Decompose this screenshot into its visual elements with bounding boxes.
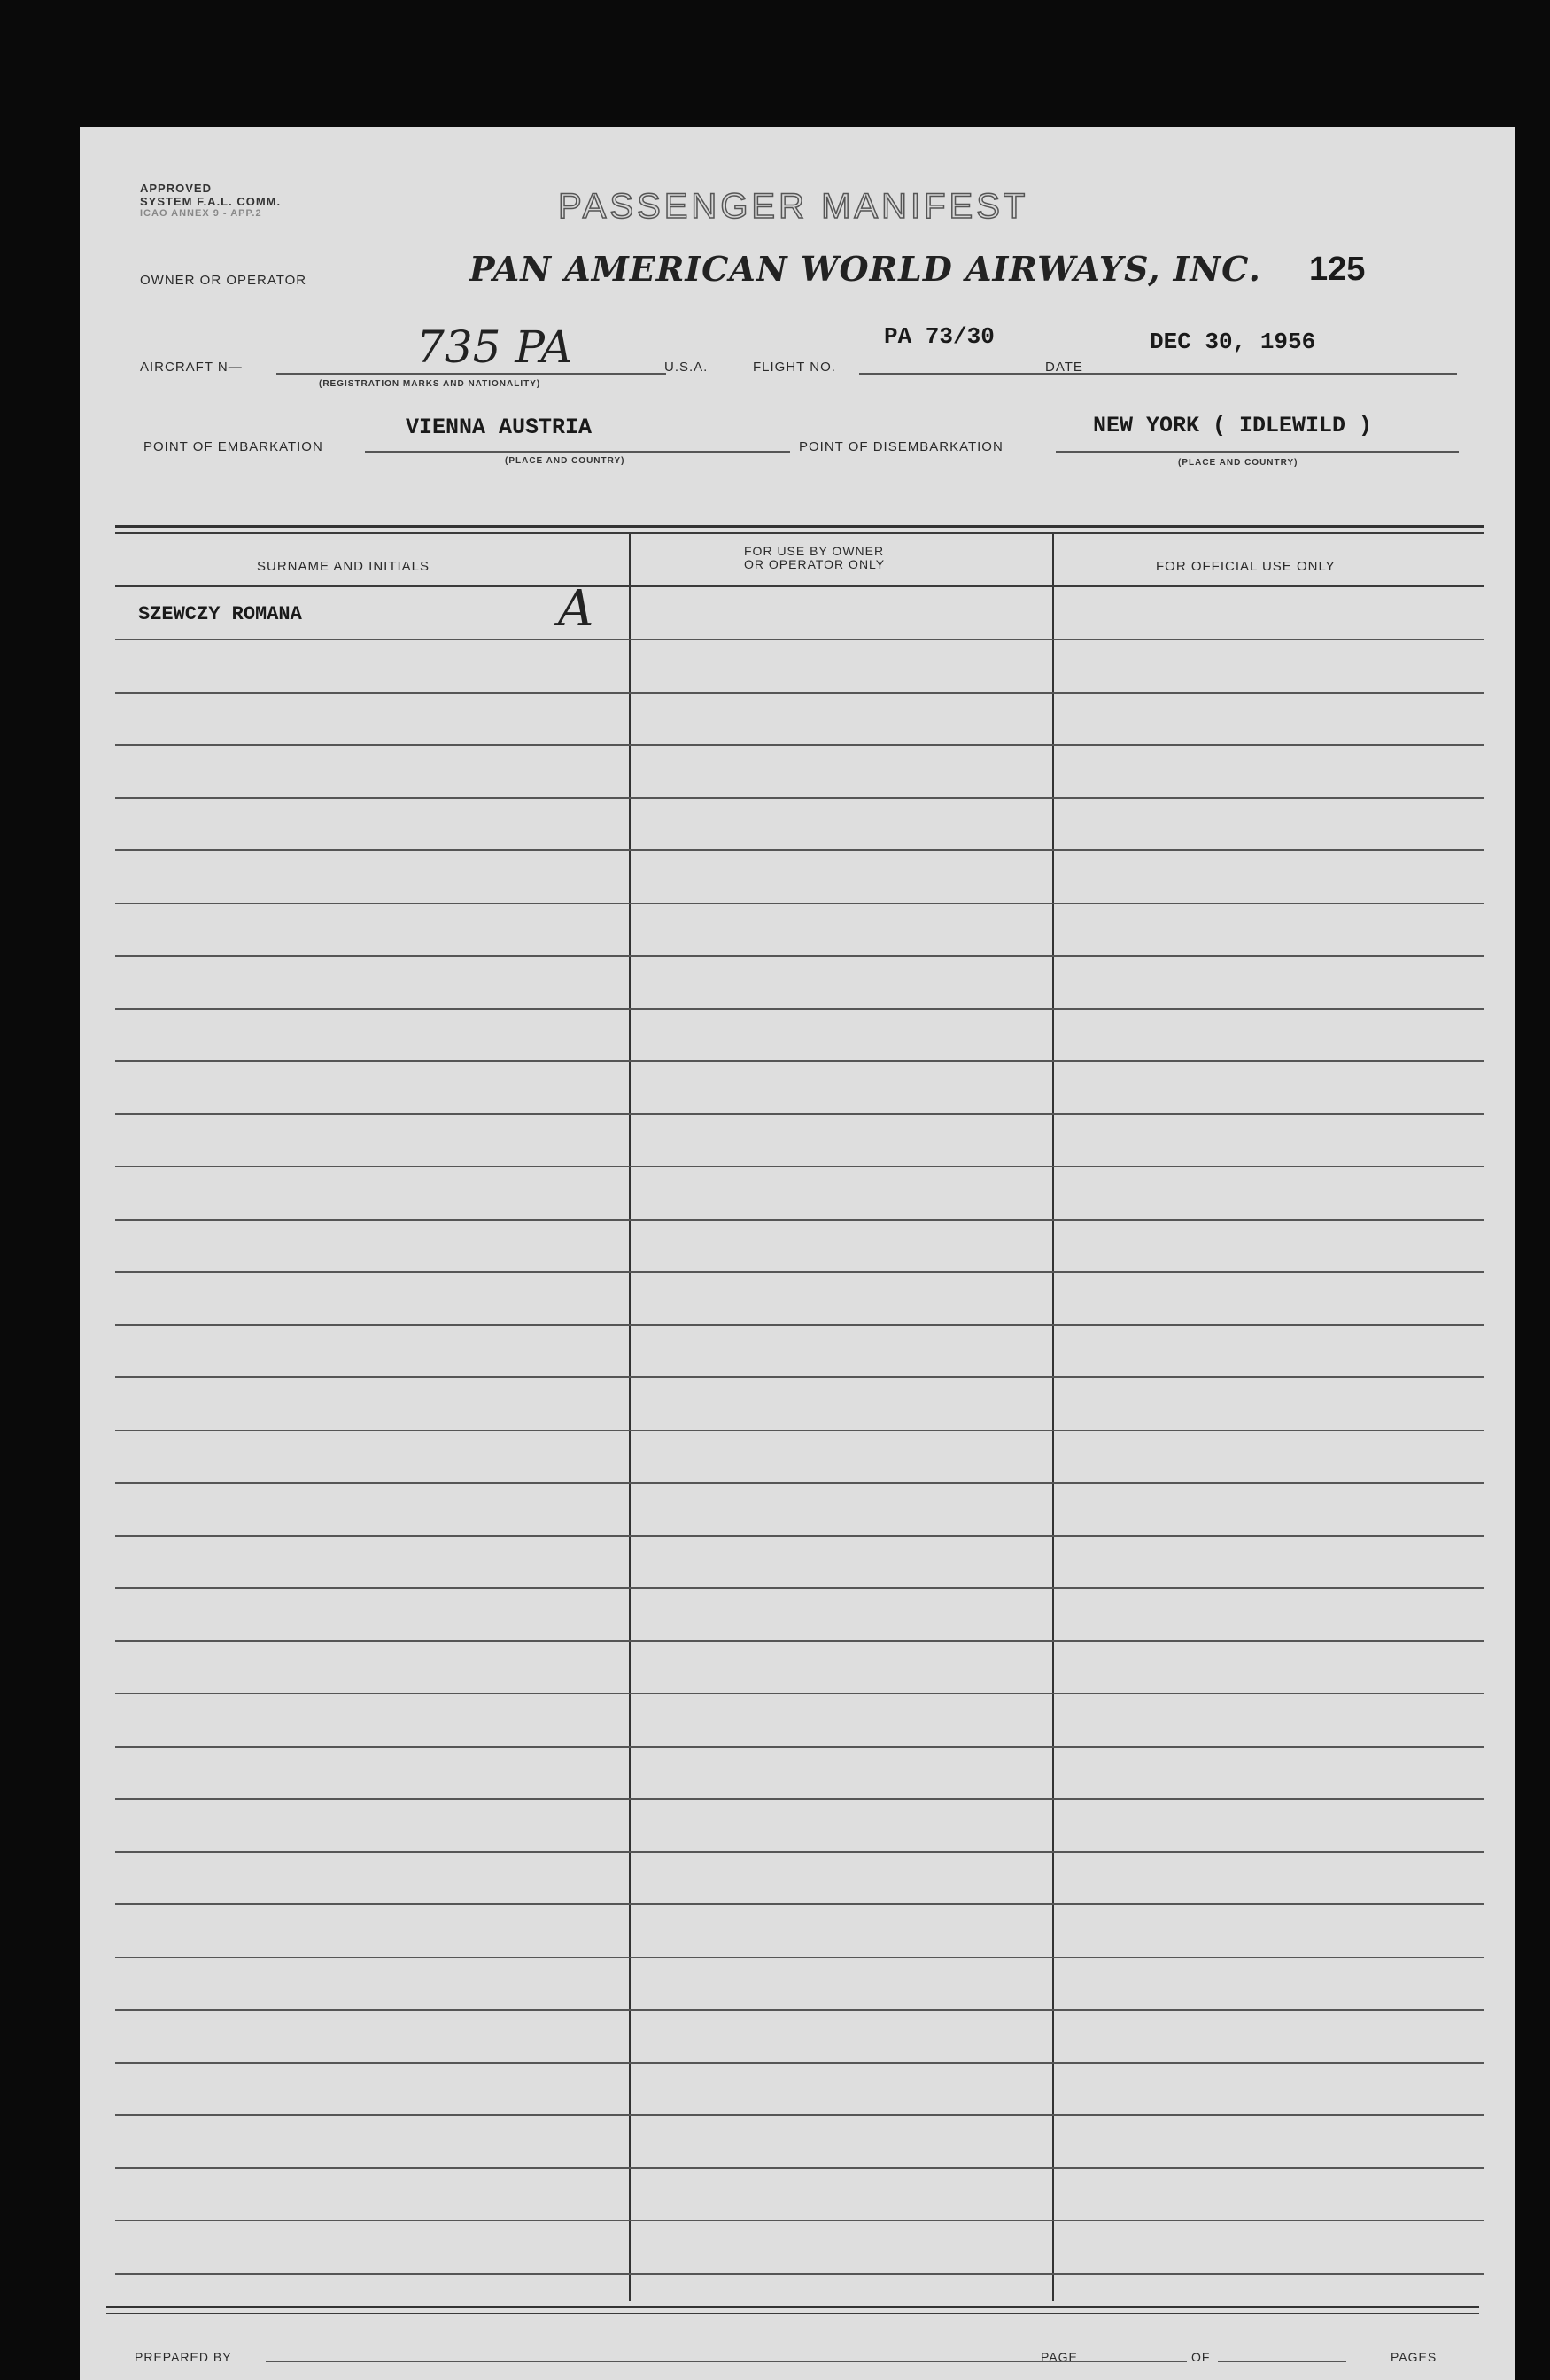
embarkation-caption: (PLACE AND COUNTRY)	[505, 456, 625, 466]
page-label: PAGE	[1041, 2350, 1078, 2364]
row-rule	[115, 1113, 1484, 1115]
header-bottom-rule	[115, 585, 1484, 587]
row-rule	[115, 1219, 1484, 1221]
column-header-owner	[744, 545, 885, 571]
row-rule	[115, 1430, 1484, 1431]
row-rule	[115, 639, 1484, 640]
prepared-line	[266, 2361, 1116, 2362]
row-rule	[115, 744, 1484, 746]
disembarkation-label: POINT OF DISEMBARKATION	[799, 439, 1004, 454]
row-rule	[115, 2273, 1484, 2275]
row-rule	[115, 1587, 1484, 1589]
date-line	[1089, 373, 1457, 375]
row-rule	[115, 955, 1484, 957]
row-rule	[115, 903, 1484, 904]
disembarkation-caption: (PLACE AND COUNTRY)	[1178, 458, 1298, 468]
column-header-official: FOR OFFICIAL USE ONLY	[1156, 559, 1336, 574]
approval-line-2: SYSTEM F.A.L. COMM.	[140, 195, 282, 208]
column-divider-1	[629, 534, 631, 2301]
aircraft-line	[276, 373, 666, 375]
row-rule	[115, 2062, 1484, 2064]
row-rule	[115, 1271, 1484, 1273]
table-bottom-rule-2	[106, 2313, 1479, 2314]
row-rule	[115, 1324, 1484, 1326]
sheet-number: 125	[1309, 251, 1366, 288]
table-bottom-rule	[106, 2306, 1479, 2308]
usa-label: U.S.A.	[664, 360, 709, 375]
row-rule	[115, 1166, 1484, 1167]
row-rule	[115, 2114, 1484, 2116]
row-rule	[115, 1640, 1484, 1642]
row-rule	[115, 1693, 1484, 1694]
embarkation-line	[365, 451, 790, 453]
column-divider-2	[1052, 534, 1054, 2301]
column-header-owner-line-2: OR OPERATOR ONLY	[744, 557, 886, 571]
date-value: DEC 30, 1956	[1150, 329, 1316, 355]
row-rule	[115, 1482, 1484, 1484]
page-line	[1089, 2361, 1187, 2362]
row-rule	[115, 797, 1484, 799]
row-rule	[115, 1851, 1484, 1853]
column-header-surname: SURNAME AND INITIALS	[257, 559, 430, 574]
embarkation-value: VIENNA AUSTRIA	[406, 415, 593, 440]
row-rule	[115, 692, 1484, 694]
approval-line-3: ICAO ANNEX 9 - APP.2	[140, 208, 262, 219]
date-label: DATE	[1045, 360, 1083, 375]
aircraft-label: AIRCRAFT N—	[140, 360, 243, 375]
passenger-name: SZEWCZY ROMANA	[138, 603, 302, 625]
passenger-mark: A	[558, 580, 594, 638]
row-rule	[115, 849, 1484, 851]
flight-value: PA 73/30	[884, 323, 995, 350]
table-top-rule-2	[115, 532, 1484, 534]
row-rule	[115, 1535, 1484, 1537]
of-line	[1218, 2361, 1346, 2362]
flight-label: FLIGHT NO.	[753, 360, 836, 375]
flight-line	[859, 373, 1125, 375]
owner-value: PAN AMERICAN WORLD AIRWAYS, INC.	[469, 249, 1261, 289]
owner-label: OWNER OR OPERATOR	[140, 273, 307, 288]
page-title: PASSENGER MANIFEST	[558, 187, 1029, 226]
row-rule	[115, 2009, 1484, 2011]
prepared-label: PREPARED BY	[135, 2350, 232, 2364]
row-rule	[115, 1746, 1484, 1748]
manifest-sheet	[80, 127, 1515, 2380]
row-rule	[115, 2220, 1484, 2221]
column-header-owner-line-1: FOR USE BY OWNER	[744, 544, 885, 558]
table-top-rule	[115, 525, 1484, 528]
disembarkation-line	[1056, 451, 1459, 453]
pages-label: PAGES	[1391, 2350, 1438, 2364]
row-rule	[115, 1903, 1484, 1905]
of-label: OF	[1191, 2350, 1211, 2364]
approval-line-1: APPROVED	[140, 182, 212, 195]
row-rule	[115, 1376, 1484, 1378]
row-rule	[115, 1060, 1484, 1062]
embarkation-label: POINT OF EMBARKATION	[143, 439, 323, 454]
registration-caption: (REGISTRATION MARKS AND NATIONALITY)	[319, 379, 541, 389]
row-rule	[115, 2167, 1484, 2169]
aircraft-value: 735 PA	[416, 322, 573, 373]
row-rule	[115, 1957, 1484, 1958]
row-rule	[115, 1798, 1484, 1800]
row-rule	[115, 1008, 1484, 1010]
disembarkation-value: NEW YORK ( IDLEWILD )	[1093, 413, 1373, 438]
